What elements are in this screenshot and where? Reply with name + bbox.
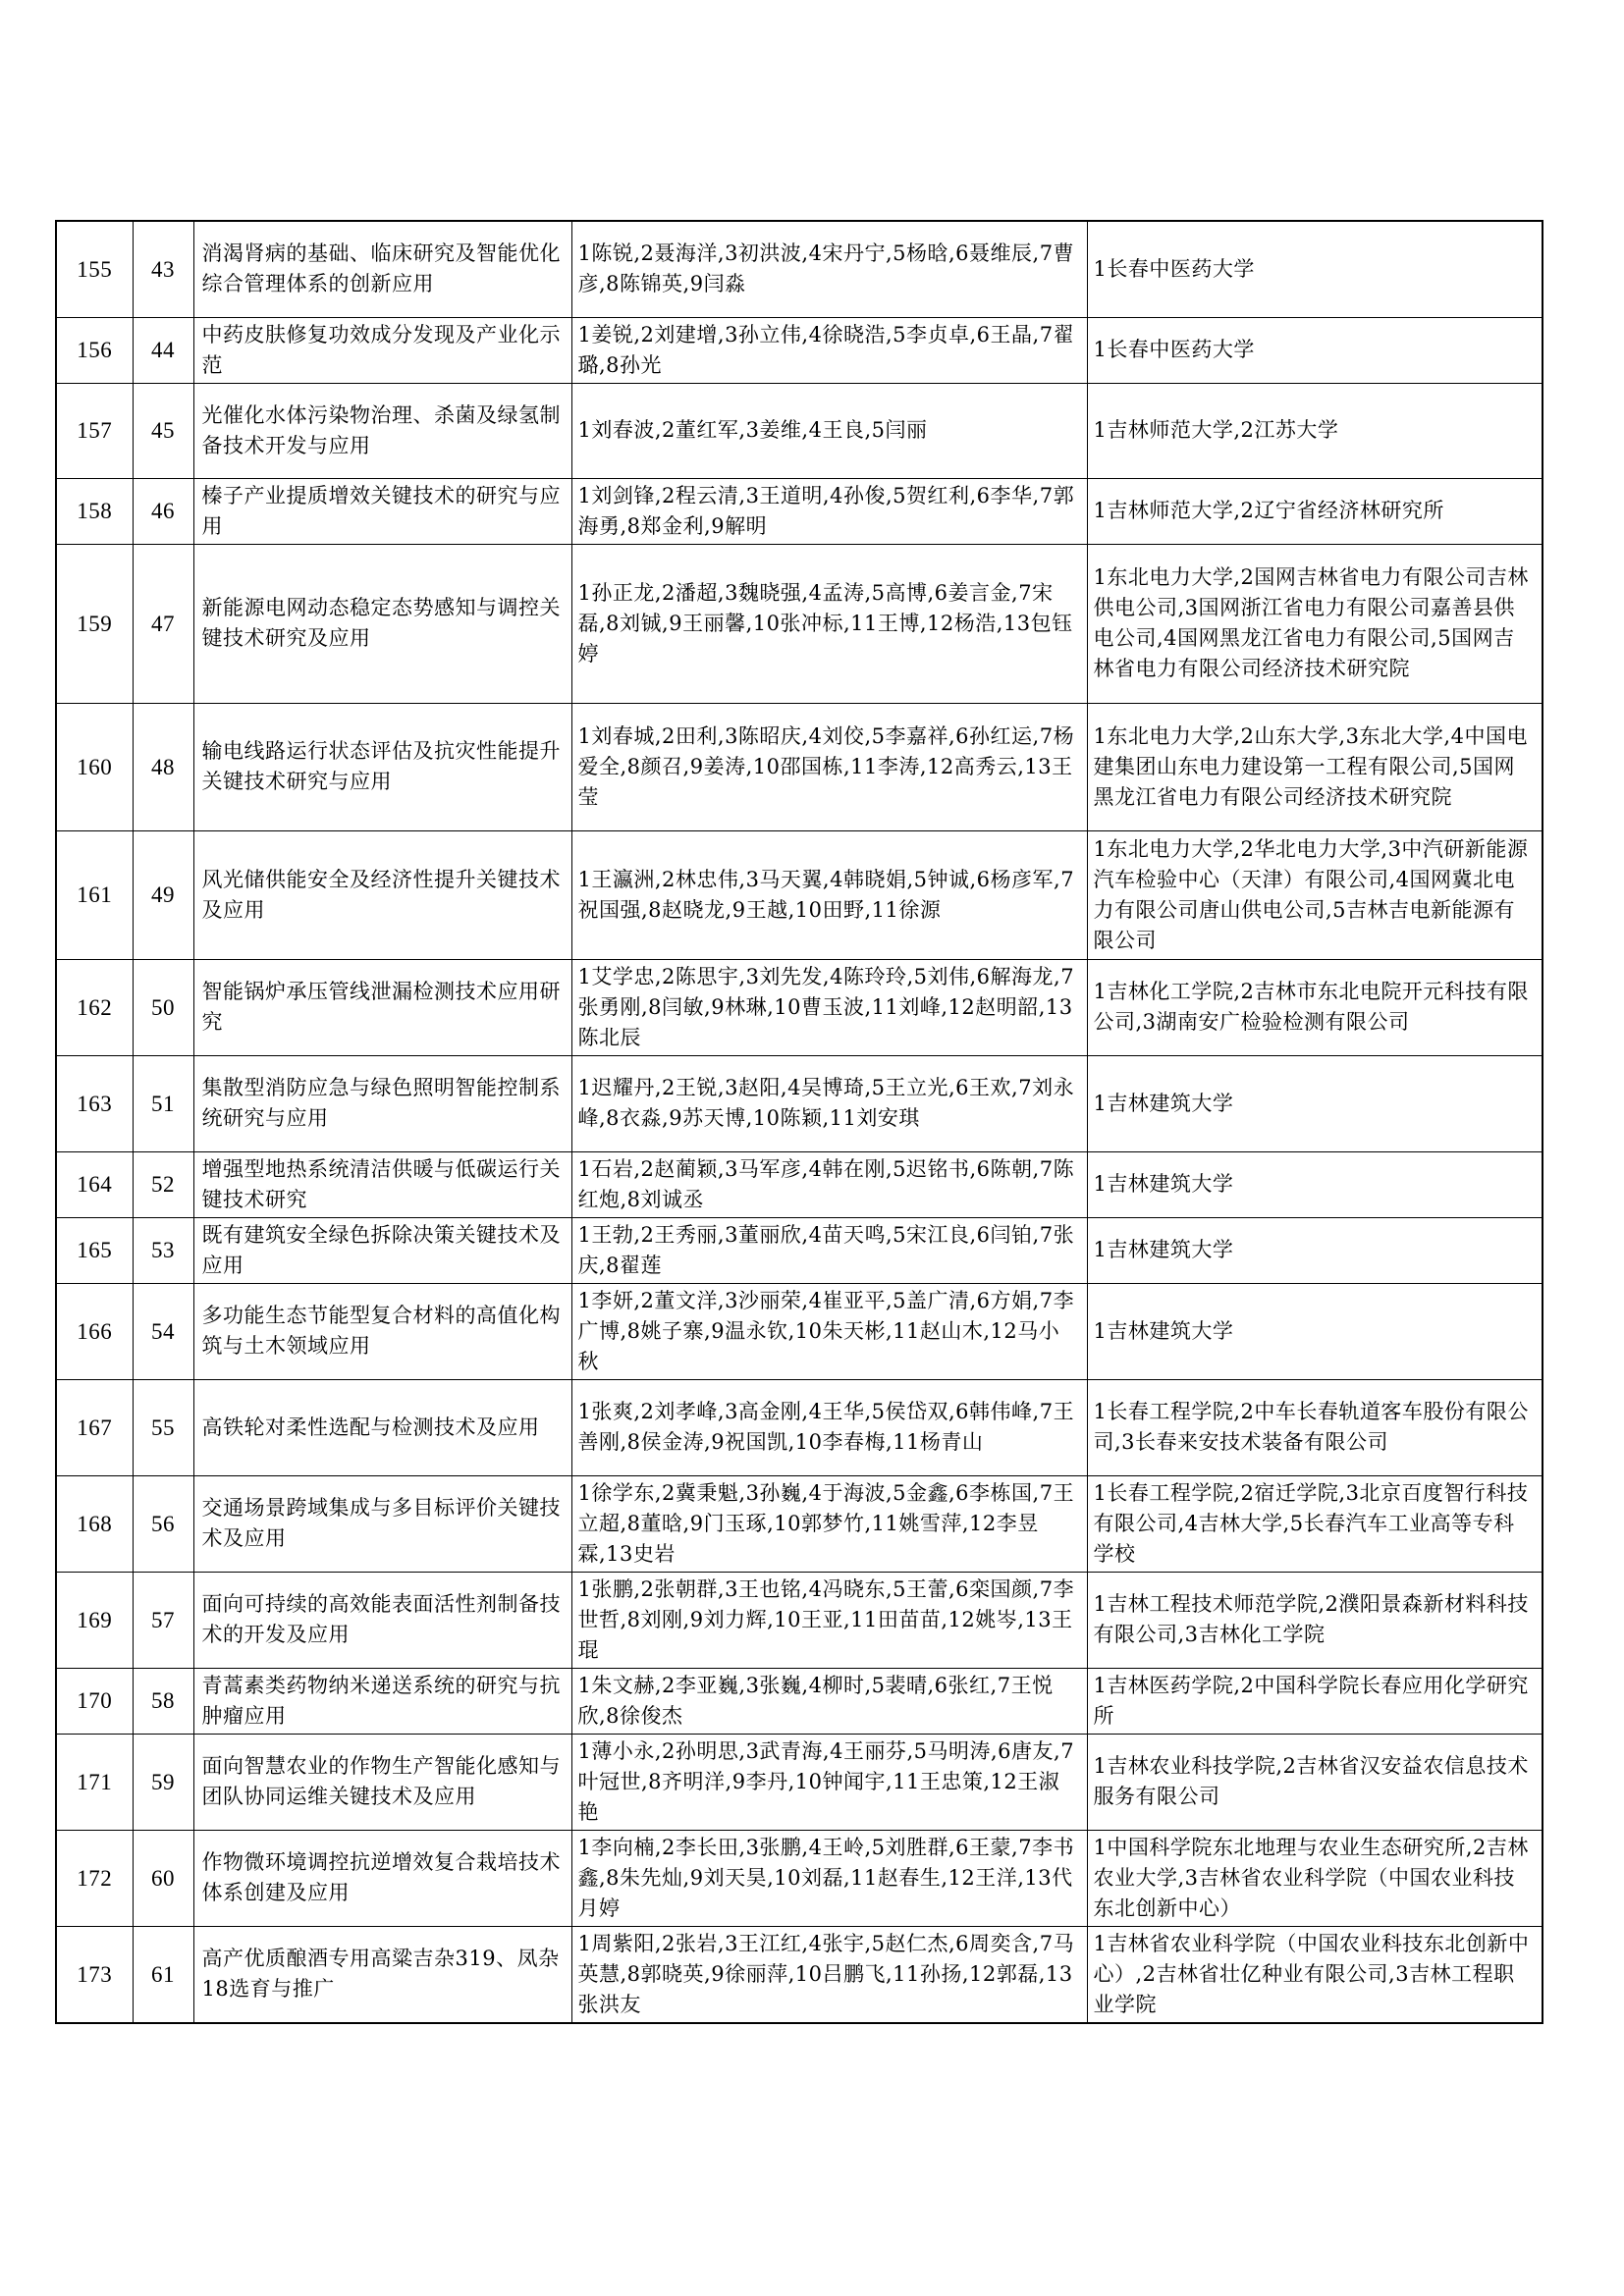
institutions-cell: 1东北电力大学,2华北电力大学,3中汽研新能源汽车检验中心（天津）有限公司,4国网冀北电力有限公司唐山供电公司,5吉林吉电新能源有限公司 — [1087, 830, 1543, 959]
seq-number-cell: 161 — [56, 830, 133, 959]
table-row — [56, 383, 1543, 478]
institutions-cell: 1长春工程学院,2中车长春轨道客车股份有限公司,3长春来安技术装备有限公司 — [1087, 1379, 1543, 1475]
institutions-cell: 1吉林化工学院,2吉林市东北电院开元科技有限公司,3湖南安广检验检测有限公司 — [1087, 959, 1543, 1055]
institutions-cell: 1吉林师范大学,2辽宁省经济林研究所 — [1087, 478, 1543, 544]
project-title-cell: 风光储供能安全及经济性提升关键技术及应用 — [193, 830, 571, 959]
contributors-cell: 1迟耀丹,2王锐,3赵阳,4吴博琦,5王立光,6王欢,7刘永峰,8衣淼,9苏天博,10陈颖,11刘安琪 — [571, 1055, 1087, 1151]
table-row — [56, 959, 1543, 1055]
seq-number-cell: 158 — [56, 478, 133, 544]
institutions-cell: 1长春工程学院,2宿迁学院,3北京百度智行科技有限公司,4吉林大学,5长春汽车工业高等专科学校 — [1087, 1475, 1543, 1572]
category-number-cell: 51 — [133, 1055, 193, 1151]
contributors-cell: 1姜锐,2刘建增,3孙立伟,4徐晓浩,5李贞卓,6王晶,7翟璐,8孙光 — [571, 317, 1087, 383]
seq-number-cell: 170 — [56, 1668, 133, 1734]
table-row — [56, 478, 1543, 544]
project-title-cell: 集散型消防应急与绿色照明智能控制系统研究与应用 — [193, 1055, 571, 1151]
seq-number-cell: 168 — [56, 1475, 133, 1572]
seq-number-cell: 163 — [56, 1055, 133, 1151]
category-number-cell: 54 — [133, 1283, 193, 1379]
institutions-cell: 1中国科学院东北地理与农业生态研究所,2吉林农业大学,3吉林省农业科学院（中国农业科技东北创新中心） — [1087, 1830, 1543, 1926]
contributors-cell: 1李妍,2董文洋,3沙丽荣,4崔亚平,5盖广清,6方娟,7李广博,8姚子寨,9温永钦,10朱天彬,11赵山木,12马小秋 — [571, 1283, 1087, 1379]
table-row — [56, 1475, 1543, 1572]
contributors-cell: 1孙正龙,2潘超,3魏晓强,4孟涛,5高博,6姜言金,7宋磊,8刘铖,9王丽馨,10张冲标,11王博,12杨浩,13包钰婷 — [571, 544, 1087, 703]
institutions-cell: 1吉林省农业科学院（中国农业科技东北创新中心）,2吉林省壮亿种业有限公司,3吉林工程职业学院 — [1087, 1926, 1543, 2023]
contributors-cell: 1朱文赫,2李亚巍,3张巍,4柳时,5裴晴,6张红,7王悦欣,8徐俊杰 — [571, 1668, 1087, 1734]
table-row — [56, 1572, 1543, 1668]
institutions-cell: 1吉林农业科技学院,2吉林省汉安益农信息技术服务有限公司 — [1087, 1734, 1543, 1830]
contributors-cell: 1刘春城,2田利,3陈昭庆,4刘佼,5李嘉祥,6孙红运,7杨爱全,8颜召,9姜涛,10邵国栋,11李涛,12高秀云,13王莹 — [571, 703, 1087, 830]
institutions-cell: 1吉林师范大学,2江苏大学 — [1087, 383, 1543, 478]
seq-number-cell: 156 — [56, 317, 133, 383]
category-number-cell: 56 — [133, 1475, 193, 1572]
table-row — [56, 1379, 1543, 1475]
project-title-cell: 输电线路运行状态评估及抗灾性能提升关键技术研究与应用 — [193, 703, 571, 830]
project-title-cell: 智能锅炉承压管线泄漏检测技术应用研究 — [193, 959, 571, 1055]
seq-number-cell: 157 — [56, 383, 133, 478]
project-title-cell: 高铁轮对柔性选配与检测技术及应用 — [193, 1379, 571, 1475]
table-row — [56, 1926, 1543, 2023]
institutions-cell: 1长春中医药大学 — [1087, 317, 1543, 383]
table-row — [56, 1055, 1543, 1151]
table-row — [56, 544, 1543, 703]
category-number-cell: 44 — [133, 317, 193, 383]
project-title-cell: 榛子产业提质增效关键技术的研究与应用 — [193, 478, 571, 544]
category-number-cell: 46 — [133, 478, 193, 544]
category-number-cell: 52 — [133, 1151, 193, 1217]
seq-number-cell: 167 — [56, 1379, 133, 1475]
institutions-cell: 1吉林工程技术师范学院,2濮阳景森新材料科技有限公司,3吉林化工学院 — [1087, 1572, 1543, 1668]
project-title-cell: 高产优质酿酒专用高粱吉杂319、凤杂18选育与推广 — [193, 1926, 571, 2023]
institutions-cell: 1东北电力大学,2国网吉林省电力有限公司吉林供电公司,3国网浙江省电力有限公司嘉善县供电公司,4国网黑龙江省电力有限公司,5国网吉林省电力有限公司经济技术研究院 — [1087, 544, 1543, 703]
project-title-cell: 增强型地热系统清洁供暖与低碳运行关键技术研究 — [193, 1151, 571, 1217]
institutions-cell: 1吉林建筑大学 — [1087, 1151, 1543, 1217]
project-title-cell: 既有建筑安全绿色拆除决策关键技术及应用 — [193, 1217, 571, 1283]
institutions-cell: 1长春中医药大学 — [1087, 221, 1543, 317]
table-row — [56, 1217, 1543, 1283]
project-title-cell: 新能源电网动态稳定态势感知与调控关键技术研究及应用 — [193, 544, 571, 703]
table-row — [56, 1668, 1543, 1734]
institutions-cell: 1吉林医药学院,2中国科学院长春应用化学研究所 — [1087, 1668, 1543, 1734]
contributors-cell: 1张爽,2刘孝峰,3高金刚,4王华,5侯岱双,6韩伟峰,7王善刚,8侯金涛,9祝国凯,10李春梅,11杨青山 — [571, 1379, 1087, 1475]
category-number-cell: 53 — [133, 1217, 193, 1283]
award-table — [55, 220, 1543, 2024]
project-title-cell: 面向可持续的高效能表面活性剂制备技术的开发及应用 — [193, 1572, 571, 1668]
category-number-cell: 50 — [133, 959, 193, 1055]
category-number-cell: 57 — [133, 1572, 193, 1668]
institutions-cell: 1吉林建筑大学 — [1087, 1217, 1543, 1283]
project-title-cell: 光催化水体污染物治理、杀菌及绿氢制备技术开发与应用 — [193, 383, 571, 478]
contributors-cell: 1石岩,2赵蔺颖,3马军彦,4韩在刚,5迟铭书,6陈朝,7陈红炮,8刘诚丞 — [571, 1151, 1087, 1217]
table-row — [56, 1283, 1543, 1379]
seq-number-cell: 173 — [56, 1926, 133, 2023]
contributors-cell: 1王勃,2王秀丽,3董丽欣,4苗天鸣,5宋江良,6闫铂,7张庆,8翟莲 — [571, 1217, 1087, 1283]
table-row — [56, 830, 1543, 959]
institutions-cell: 1吉林建筑大学 — [1087, 1283, 1543, 1379]
table-row — [56, 1151, 1543, 1217]
seq-number-cell: 166 — [56, 1283, 133, 1379]
contributors-cell: 1王瀛洲,2林忠伟,3马天翼,4韩晓娟,5钟诚,6杨彦军,7祝国强,8赵晓龙,9王越,10田野,11徐源 — [571, 830, 1087, 959]
seq-number-cell: 165 — [56, 1217, 133, 1283]
table-body — [56, 221, 1543, 2023]
category-number-cell: 49 — [133, 830, 193, 959]
category-number-cell: 47 — [133, 544, 193, 703]
seq-number-cell: 159 — [56, 544, 133, 703]
project-title-cell: 青蒿素类药物纳米递送系统的研究与抗肿瘤应用 — [193, 1668, 571, 1734]
seq-number-cell: 155 — [56, 221, 133, 317]
seq-number-cell: 160 — [56, 703, 133, 830]
project-title-cell: 作物微环境调控抗逆增效复合栽培技术体系创建及应用 — [193, 1830, 571, 1926]
category-number-cell: 45 — [133, 383, 193, 478]
seq-number-cell: 172 — [56, 1830, 133, 1926]
project-title-cell: 多功能生态节能型复合材料的高值化构筑与土木领域应用 — [193, 1283, 571, 1379]
category-number-cell: 61 — [133, 1926, 193, 2023]
institutions-cell: 1吉林建筑大学 — [1087, 1055, 1543, 1151]
table-row — [56, 221, 1543, 317]
contributors-cell: 1张鹏,2张朝群,3王也铭,4冯晓东,5王蕾,6栾国颜,7李世哲,8刘刚,9刘力辉,10王亚,11田苗苗,12姚岑,13王琨 — [571, 1572, 1087, 1668]
seq-number-cell: 162 — [56, 959, 133, 1055]
table-row — [56, 1830, 1543, 1926]
table-row — [56, 317, 1543, 383]
project-title-cell: 中药皮肤修复功效成分发现及产业化示范 — [193, 317, 571, 383]
contributors-cell: 1刘春波,2董红军,3姜维,4王良,5闫丽 — [571, 383, 1087, 478]
table-row — [56, 1734, 1543, 1830]
seq-number-cell: 169 — [56, 1572, 133, 1668]
contributors-cell: 1周紫阳,2张岩,3王江红,4张宇,5赵仁杰,6周奕含,7马英慧,8郭晓英,9徐丽萍,10吕鹏飞,11孙扬,12郭磊,13张洪友 — [571, 1926, 1087, 2023]
seq-number-cell: 171 — [56, 1734, 133, 1830]
category-number-cell: 58 — [133, 1668, 193, 1734]
contributors-cell: 1薄小永,2孙明思,3武青海,4王丽芬,5马明涛,6唐友,7叶冠世,8齐明洋,9李丹,10钟闻宇,11王忠策,12王淑艳 — [571, 1734, 1087, 1830]
seq-number-cell: 164 — [56, 1151, 133, 1217]
contributors-cell: 1徐学东,2冀秉魁,3孙巍,4于海波,5金鑫,6李栋国,7王立超,8董晗,9门玉琢,10郭梦竹,11姚雪萍,12李昱霖,13史岩 — [571, 1475, 1087, 1572]
project-title-cell: 面向智慧农业的作物生产智能化感知与团队协同运维关键技术及应用 — [193, 1734, 571, 1830]
contributors-cell: 1艾学忠,2陈思宇,3刘先发,4陈玲玲,5刘伟,6解海龙,7张勇刚,8闫敏,9林琳,10曹玉波,11刘峰,12赵明韶,13陈北辰 — [571, 959, 1087, 1055]
category-number-cell: 59 — [133, 1734, 193, 1830]
table-row — [56, 703, 1543, 830]
project-title-cell: 交通场景跨域集成与多目标评价关键技术及应用 — [193, 1475, 571, 1572]
institutions-cell: 1东北电力大学,2山东大学,3东北大学,4中国电建集团山东电力建设第一工程有限公司,5国网黑龙江省电力有限公司经济技术研究院 — [1087, 703, 1543, 830]
contributors-cell: 1李向楠,2李长田,3张鹏,4王岭,5刘胜群,6王蒙,7李书鑫,8朱先灿,9刘天昊,10刘磊,11赵春生,12王洋,13代月婷 — [571, 1830, 1087, 1926]
category-number-cell: 43 — [133, 221, 193, 317]
category-number-cell: 55 — [133, 1379, 193, 1475]
category-number-cell: 48 — [133, 703, 193, 830]
category-number-cell: 60 — [133, 1830, 193, 1926]
contributors-cell: 1刘剑锋,2程云清,3王道明,4孙俊,5贺红利,6李华,7郭海勇,8郑金利,9解明 — [571, 478, 1087, 544]
project-title-cell: 消渴肾病的基础、临床研究及智能优化综合管理体系的创新应用 — [193, 221, 571, 317]
contributors-cell: 1陈锐,2聂海洋,3初洪波,4宋丹宁,5杨晗,6聂维辰,7曹彦,8陈锦英,9闫淼 — [571, 221, 1087, 317]
